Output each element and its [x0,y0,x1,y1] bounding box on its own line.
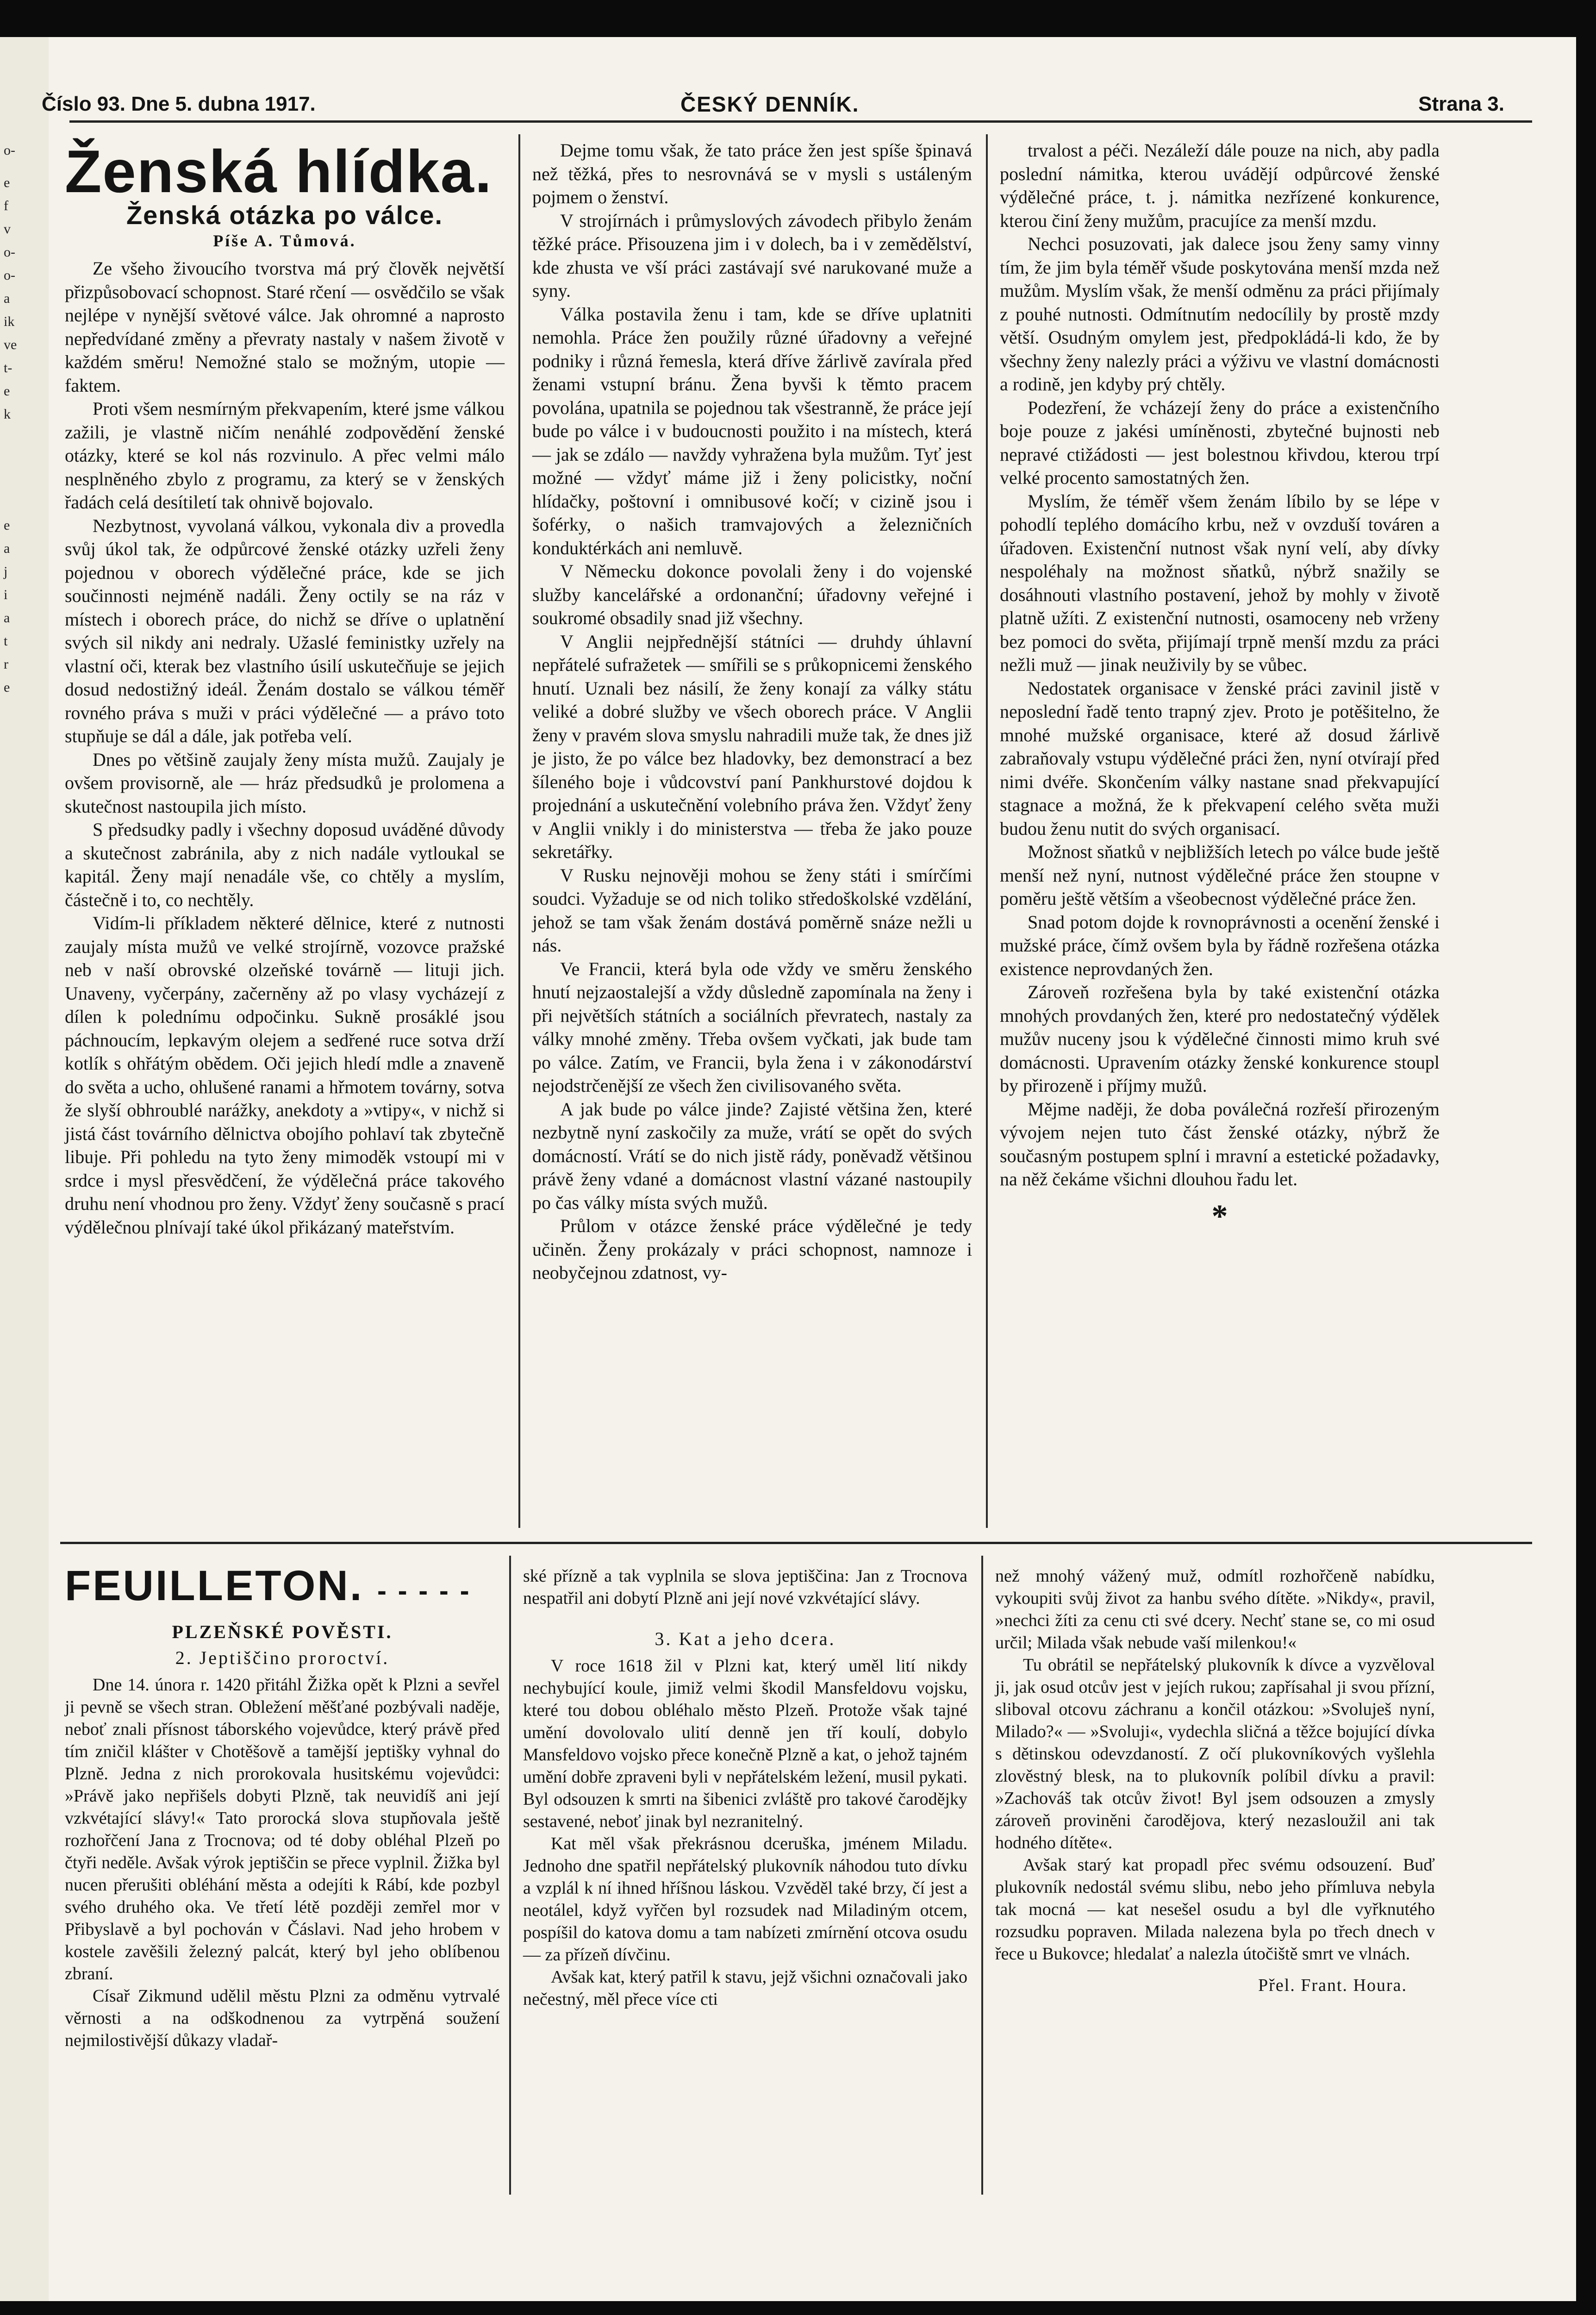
paragraph: trvalost a péči. Nezáleží dále pouze na nich, aby padla poslední námitka, kterou uvádějí odpůrcové ženské výdělečné práce, t. j. námitka nezřízené konkurence, kterou činí ženy mužům, pracujíce za menší mzdu. [1000,140,1440,231]
margin-fragment: j [4,564,8,579]
paragraph: Nezbytnost, vyvolaná válkou, vykonala div a provedla svůj úkol tak, že odpůrcové ženské otázky uzřeli ženy pojednou v oborech výdělečné práce, kde se jich součinnosti nejméně nadáli. Ženy octily se na ráz v místech i oborech práce, do nichž se dříve o uplatnění svých sil nikdy ani nedraly. Užaslé feministky uzřely na vlastní oči, kterak bez vlastního úsilí uskutečňuje se jejich dosud nedostižný ideál. Ženám dostalo se válkou téměř rovného práva s muži v práci výdělečné — a právo toto stupňuje se dál a dále, jak potřeba velí. [65,515,505,746]
feuilleton-title: PLZEŇSKÉ POVĚSTI. [172,1621,393,1642]
paragraph: V strojírnách i průmyslových závodech přibylo ženám těžké práce. Přisouzena jim i v dolech, ba i v zemědělství, kde zhusta ve vší práci zastávají své narukované muže a syny. [532,210,972,301]
paragraph: Průlom v otázce ženské práce výdělečné je tedy učiněn. Ženy prokázaly v práci schopnost, namnoze i neobyčejnou zdatnost, vy- [532,1215,972,1283]
paragraph: Dnes po většině zaujaly ženy místa mužů. Zaujaly je ovšem provisorně, ale — hráz předsudků je prolomena a skutečnost nastoupila jich místo. [65,749,505,817]
margin-fragment: o- [4,268,15,283]
paragraph: V Anglii nejpřednější státníci — druhdy úhlavní nepřátelé sufražetek — smířili se s průkopnicemi ženského hnutí. Uznali bez násilí, že ženy konají za války státu veliké a dobré služby ve všech oborech práce. V Anglii ženy v pravém slova smyslu nahradili muže tak, že dnes již je jisto, že po válce bez hladovky, bez demonstrací a bez šíleného boje i vůdcovství paní Pankhurstové dojdou k projednání a uskutečnění volebního práva žen. Vždyť ženy v Anglii vnikly i do ministerstva — třeba že jako pouze sekretářky. [532,631,972,862]
article-title: Ženská hlídka. [65,138,493,205]
margin-fragment: a [4,610,10,626]
article-column-2 [532,139,972,1285]
margin-fragment: a [4,541,10,556]
article-byline: Píše A. Tůmová. [213,231,356,250]
end-mark: * [1211,1198,1228,1234]
margin-fragment: k [4,407,11,422]
margin-fragment: t- [4,360,12,375]
paragraph: S předsudky padly i všechny doposud uváděné důvody a skutečnost zabránila, aby z nich nadále vytloukal se kapitál. Ženy mají nenadále vše, co chtěly a myslím, částečně i to, co nechtěly. [65,819,505,910]
paragraph: Proti všem nesmírným překvapením, které jsme válkou zažili, je vlastně ničím nenáhlé zodpovědění ženské otázky, které se kol nás rozvinulo. A přec velmi málo nesplněného zbylo z programu, za který se v ženských řadách celá desítiletí tak ohnivě bojovalo. [65,398,505,513]
margin-fragment: o- [4,244,15,260]
margin-fragment: v [4,221,11,237]
paragraph: Vidím-li příkladem některé dělnice, které z nutnosti zaujaly místa mužů ve velké strojírně, vozovce pražské neb v naší obrovské olzeňské továrně — lituji jich. Unaveny, vyčerpány, začerněny až po vlasy vycházejí z dílen k polednímu odpočinku. Sukně prosáklé jsou páchnoucím, lepkavým olejem a sedřené ruce sotva drží kotlík s ohřátým obědem. Oči jejich hledí mdle a znaveně do světa a ucho, ohlušené ranami a hřmotem továrny, sotva že slyší obhroublé narážky, anekdoty a »vtipy«, v nichž si jistá část továrního dělnictva obojího pohlaví tak zbytečně libuje. Při pohledu na tyto ženy mimoděk vstoupí mi v srdce i mysl přesvědčení, že výdělečná práce takového druhu není vhodnou pro ženy. Vždyť ženy současně s prací výdělečnou plnívají také úkol přikázaný mateřstvím. [65,913,505,1238]
margin-fragment: r [4,657,8,672]
article-column-3 [1000,139,1440,1234]
paragraph: Válka postavila ženu i tam, kde se dříve uplatniti nemohla. Práce žen použily různé úřadovny a veřejné podniky i různá řemesla, která dříve žárlivě zavírala před ženami vstupní bránu. Žena byvši k těmto pracem povolána, upatnila se pojednou tak všestranně, že práce její bude po válce i v budoucnosti použito i na místech, která — jak se zdálo — navždy vyhražena byla mužům. Tyť jest možné — vždyť máme již i ženy policistky, noční hlídačky, poštovní i omnibusové kočí; v cizině jsou i šoférky, o našich tramvajových a železničních konduktérkách ani nemluvě. [532,303,972,558]
translator-signature: Přel. Frant. Houra. [1258,1976,1407,1995]
column-rule [518,134,520,1528]
feuilleton-separator [60,1542,1532,1544]
paragraph: Nechci posuzovati, jak dalece jsou ženy samy vinny tím, že jim byla téměř všude poskytována menší mzda než mužům. Myslím však, že menší odměnu za práci přijímaly z pouhé nutnosti. Odmítnutím nedocílily by prostě mzdy větší. Osudným omylem jest, předpokládá-li kdo, že by všechny ženy nalezly práci a výživu ve vlastní domácnosti a rodině, jen kdyby prý chtěly. [1000,233,1440,394]
column-rule [509,1556,511,2195]
header-rule [69,120,1532,123]
masthead: ČESKÝ DENNÍK. [680,92,860,116]
margin-fragment: e [4,383,10,399]
column-rule [986,134,988,1528]
paragraph: Mějme naději, že doba poválečná rozřeší přirozeným vývojem nejen tuto část ženské otázky, nýbrž že současným postupem splní i mravní a estetické požadavky, na něž čekáme všichni dlouhou řadu let. [1000,1098,1440,1189]
story-2-title: 2. Jeptiščino proroctví. [175,1647,390,1668]
paragraph: Nedostatek organisace v ženské práci zavinil jistě v neposlední řadě tento trapný zjev. Proto je potěšitelno, že mnohé mužské organisace, které až dosud žárlivě zabraňovaly vstupu výdělečné práci žen, nyní otvírají před nimi dvéře. Skončením války nastane snad překvapující stagnace a možná, že k překvapení celého světa muži budou ženu nutit do svých organisací. [1000,677,1440,839]
feuilleton-heading [65,1560,500,1616]
paragraph: Dne 14. února r. 1420 přitáhl Žižka opět k Plzni a sevřel ji pevně se všech stran. Obležení měšťané pozbývali naděje, neboť znali přísnost táborského vojevůdce, který právě před tím zničil klášter v Chotěšově a tamější jeptišky vyhnal do Plzně. Jedna z nich prorokovala husitskému vojevůdci: »Právě jako nepřišels dobyti Plzně, tak neuvidíš ani její vzkvétající slávy!« Tato prorocká slova stupňovala ještě rozhořčení Jana z Trocnova; od té doby obléhal Plzeň po čtyři neděle. Avšak výrok jeptiščin se přece vyplnil. Žižka byl nucen přerušiti obléhání města a odejíti k Rábí, kde pozbyl svého druhého oka. Ve třetí létě později zemřel mor v Přibyslavě a byl pochován v Čáslavi. Nad jeho hrobem v kostele zavěšili železný palcát, který byl jeho oblíbenou zbraní. [65,1675,500,1983]
feuilleton-heading-text: FEUILLETON. [65,1562,364,1609]
feuilleton-dashes: - - - - - [377,1575,471,1606]
margin-fragment: f [4,198,8,213]
paragraph: V roce 1618 žil v Plzni kat, který uměl lití nikdy nechybující koule, jimiž velmi škodil Mansfeldovu vojsku, které tou dobou obléhalo město Plzeň. Protože však tajné umění dovolovalo ulití denně jen tří koulí, dobylo Mansfeldovo vojsko přece konečně Plzně a kat, o jehož tajném umění dobře zpraveni byli v nepřátelském ležení, musil pykati. Byl odsouzen k smrti na šibenici zvláště pro takové čarodějky sestavené, neboť jinak byl nezranitelný. [523,1656,967,1831]
paragraph: Císař Zikmund udělil městu Plzni za odměnu vytrvalé věrnosti a na odškodnenou za vytrpěná soužení nejmilostivější důkazy vladař- [65,1986,500,2050]
margin-fragment: e [4,680,10,695]
paragraph: Avšak kat, který patřil k stavu, jejž všichni označovali jako nečestný, měl přece více cti [523,1967,967,2009]
margin-fragment: t [4,633,8,649]
paragraph: ské přízně a tak vyplnila se slova jeptiščina: Jan z Trocnova nespatřil ani dobytí Plzně ani její nové vzkvétající slávy. [523,1566,967,1608]
feuilleton-column-3 [995,1565,1435,1996]
margin-fragment: ik [4,314,15,329]
paragraph: Dejme tomu však, že tato práce žen jest spíše špinavá než těžká, přes to nesrovnává se v mysli s ustáleným pojmem o ženství. [532,140,972,207]
margin-fragment: e [4,518,10,533]
paragraph: Tu obrátil se nepřátelský plukovník k dívce a vyzvěloval ji, jak osud otcův jest v jejích rukou; zapřísahal ji svou přízní, sliboval otcovu záchranu a končil otázkou: »Svoluješ nyní, Milado?« — »Svoluji«, vydechla sličná a těžce bojující dívka s dětinskou odevzdaností. Z očí plukovníkových vyšlehla zlověstný blesk, na to plukovník políbil dívku a pravil: »Zachováš tak otcův život! Byl jsem odsouzen a zmysly zároveň proviněni čarodějova, který nezasloužil ani tak hodného dítěte«. [995,1655,1435,1852]
page-number: Strana 3. [1418,93,1504,115]
paragraph: Kat měl však překrásnou dceruška, jménem Miladu. Jednoho dne spatřil nepřátelský plukovník náhodou tuto dívku a vzplál k ní ihned hříšnou láskou. Vzvěděl také brzy, čí jest a neotálel, když vyřčen byl rozsudek nad Miladiným otcem, pospíšil do katova domu a tam nabízeti zmírnění otcova osudu — za přízeň dívčinu. [523,1834,967,1965]
issue-and-date [42,93,316,116]
paragraph: Možnost sňatků v nejbližších letech po válce bude ještě menší než nyní, nutnost výdělečné práce žen stoupne v poměru ještě větším a všeobecnost výdělečné práce žen. [1000,841,1440,909]
margin-fragment: a [4,291,10,306]
margin-fragment: e [4,175,10,190]
issue-number: Číslo 93. [42,93,125,115]
paragraph: Ze všeho živoucího tvorstva má prý člověk největší přizpůsobovací schopnost. Staré rčení — osvědčilo se však nejlépe v nynější světové válce. Jak ohromné a naprosto nepředvídané změny a převraty nastaly v našem životě v každém směru! Nemožné stalo se možným, utopie — faktem. [65,258,505,396]
feuilleton-column-2 [523,1565,967,2010]
margin-fragment: i [4,587,8,602]
paragraph: Myslím, že téměř všem ženám líbilo by se lépe v pohodlí teplého domácího krbu, než v ovzduší továren a úřadoven. Existenční nutnost však nyní velí, aby dívky nespoléhaly na možnost sňatků, nýbrž snažily se dosáhnouti vlastního postavení, jehož by mohly v životě platně užíti. Z existenční nutnosti, osamoceny neb vrženy bez pomoci do světa, přijímají trpně menší mzdu za práci nežli muž — jinak neuživily by se vůbec. [1000,490,1440,675]
paragraph: Ve Francii, která byla ode vždy ve směru ženského hnutí nejzaostalejší a vždy důsledně zapomínala na ženy i při největších státních a sociálních převratech, nastaly za války mnohé změny. Třeba ovšem vyčkati, jak bude tam po válce. Zatím, ve Francii, byla žena i v zákonodárství nejodstrčenější ze všech žen civilisovaného světa. [532,958,972,1096]
issue-date: Dne 5. dubna 1917. [131,93,316,115]
margin-fragment: o- [4,143,15,158]
paragraph: V Německu dokonce povolali ženy i do vojenské služby kancelářské a ordonanční; úřadovny veřejné i soukromé obsadily snad již všechny. [532,561,972,628]
paragraph: Zároveň rozřešena byla by také existenční otázka mnohých provdaných žen, které pro nedostatečný výdělek mužův nuceny jsou k výdělečné činnosti mimo kruh své domácnosti. Upravením otázky ženské konkurence stoupl by přirozeně i příjmy mužů. [1000,982,1440,1096]
paragraph: Podezření, že vcházejí ženy do práce a existenčního boje pouze z jakési umíněnosti, zbytečné bujnosti neb nepravé ctižádosti — jest bolestnou křivdou, kterou trpí velké procento samostatných žen. [1000,397,1440,488]
paragraph: A jak bude po válce jinde? Zajisté většina žen, které nezbytně nyní zaskočily za muže, vrátí se opět do svých domácností. Vrátí se do nich jistě rády, poněvadž většinou právě ženy vdané a domácnost vlastní vázané nastoupily po čas války místa svých mužů. [532,1098,972,1213]
story-3-title: 3. Kat a jeho dcera. [655,1628,836,1649]
margin-fragment: ve [4,337,17,352]
paragraph: Avšak starý kat propadl přec svému odsouzení. Buď plukovník nedostál svému slibu, nebo jeho přímluva nebyla tak mocná — kat nesešel osudu a byl dle vyřknutého rozsudku popraven. Milada nalezena byla po třech dnech v řece u Bukovce; hledalať a nalezla útočiště smrt ve vlnách. [995,1855,1435,1964]
left-margin-strip [0,37,51,2301]
article-column-1 [65,139,505,1239]
paragraph: než mnohý vážený muž, odmítl rozhořčeně nabídku, vykoupiti svůj život za hanbu svého dítěte. »Nikdy«, pravil, »nechci žíti za cenu cti své dcery. Nechť stane se, co mi osud určil; Milada však nebude vaší milenkou!« [995,1566,1435,1652]
paragraph: Snad potom dojde k rovnoprávnosti a ocenění ženské i mužské práce, čímž ovšem byla by řádně rozřešena otázka existence neprovdaných žen. [1000,911,1440,979]
paragraph: V Rusku nejnověji mohou se ženy státi i smírčími soudci. Vyžaduje se od nich toliko středoškolské vzdělání, jehož se tam však ženám dostává poměrně snáze nežli u nás. [532,864,972,956]
feuilleton-column-1 [65,1560,500,2052]
article-subtitle: Ženská otázka po válce. [126,200,443,230]
column-rule [981,1556,983,2195]
